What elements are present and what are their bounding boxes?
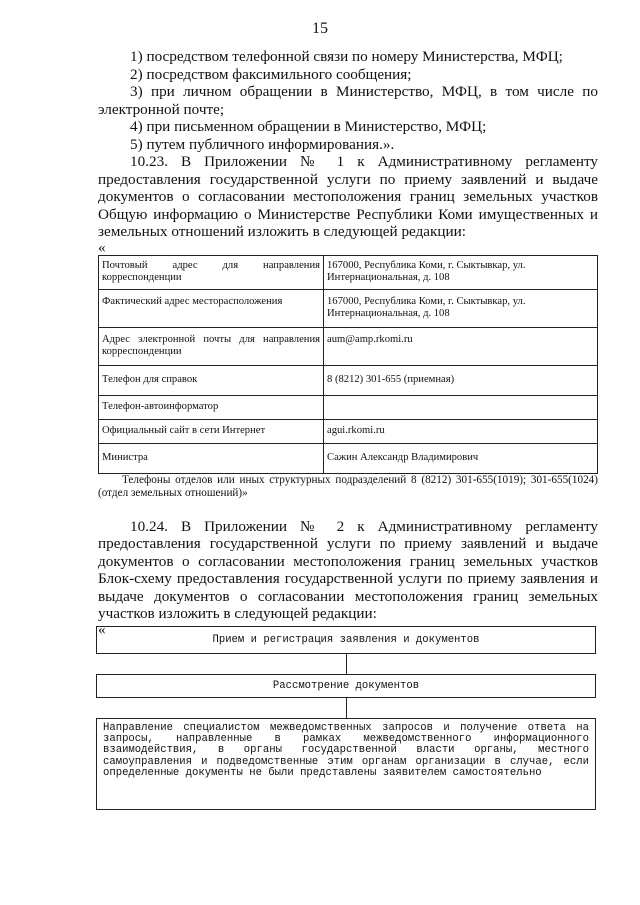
table-row: [99, 365, 598, 395]
paragraph-10-23: 10.23. В Приложении № 1 к Административному регламенту предоставления государственной услуги по приему заявлений и выдаче документов о согласовании местоположения границ земельных участков Общую информацию о Министерстве Республики Коми имущественных и земельных отношений изложить в следующей редакции:: [98, 153, 598, 240]
flowchart-step-reception: [96, 626, 596, 654]
quote-open-2: «: [98, 620, 106, 638]
table-cell-label: Телефон для справок: [99, 365, 324, 395]
table-row: [99, 419, 598, 443]
list-item: 5) путем публичного информирования.».: [130, 135, 395, 153]
table-cell-label: Телефон-автоинформатор: [99, 395, 324, 419]
table-cell-label: Фактический адрес месторасположения: [99, 289, 324, 327]
list-item: 3) при личном обращении в Министерство, МФЦ, в том числе по электронной почте;: [98, 83, 598, 118]
flowchart-step-label: Прием и регистрация заявления и документов: [212, 634, 480, 646]
phones-note: Телефоны отделов или иных структурных подразделений 8 (8212) 301-655(1019); 301-655(1024) (отдел земельных отношений)»: [98, 473, 598, 499]
table-cell-label: Адрес электронной почты для направления корреспонденции: [99, 327, 324, 365]
flowchart-step-review: [96, 674, 596, 698]
table-row: [99, 327, 598, 365]
table-row: [99, 289, 598, 327]
flowchart-step-label: Направление специалистом межведомственных запросов и получение ответа на запросы, направленные в рамках межведомственного информационного взаимодействия, в органы государственной власти органы, местного самоуправления и подведомственные этим органам организации в случае, если определенные документы не были представлены заявителем самостоятельно: [103, 722, 589, 779]
table-cell-value: 8 (8212) 301-655 (приемная): [324, 365, 598, 395]
table-cell-label: Официальный сайт в сети Интернет: [99, 419, 324, 443]
table-cell-value: 167000, Республика Коми, г. Сыктывкар, ул. Интернациональная, д. 108: [324, 255, 598, 289]
table-cell-value: 167000, Республика Коми, г. Сыктывкар, ул. Интернациональная, д. 108: [324, 289, 598, 327]
table-cell-value: agui.rkomi.ru: [324, 419, 598, 443]
table-cell-value: aum@amp.rkomi.ru: [324, 327, 598, 365]
flowchart-step-requests: [96, 718, 596, 810]
flowchart-connector: [346, 698, 347, 718]
document-body: [98, 48, 598, 637]
table-cell-value: [324, 395, 598, 419]
quote-open: «: [98, 238, 106, 256]
table-row: [99, 395, 598, 419]
page-number: 15: [312, 20, 328, 37]
table-cell-label: Почтовый адрес для направления корреспонденции: [99, 255, 324, 289]
table-row: [99, 443, 598, 473]
list-item: 4) при письменном обращении в Министерство, МФЦ;: [130, 118, 487, 135]
flowchart-connector: [346, 654, 347, 674]
paragraph-10-24: 10.24. В Приложении № 2 к Административному регламенту предоставления государственной услуги по приему заявлений и выдаче документов о согласовании местоположения границ земельных участков Блок-схему предоставления государственной услуги по приему заявления и выдаче документов о согласовании местоположения границ земельных участков изложить в следующей редакции:: [98, 517, 598, 622]
contact-table: [98, 255, 598, 474]
list-item: 2) посредством факсимильного сообщения;: [130, 65, 412, 83]
table-row: [99, 255, 598, 289]
list-item: 1) посредством телефонной связи по номеру Министерства, МФЦ;: [130, 48, 563, 65]
table-cell-label: Министра: [99, 443, 324, 473]
flowchart: [96, 626, 598, 896]
flowchart-step-label: Рассмотрение документов: [272, 680, 420, 692]
table-cell-value: Сажин Александр Владимирович: [324, 443, 598, 473]
